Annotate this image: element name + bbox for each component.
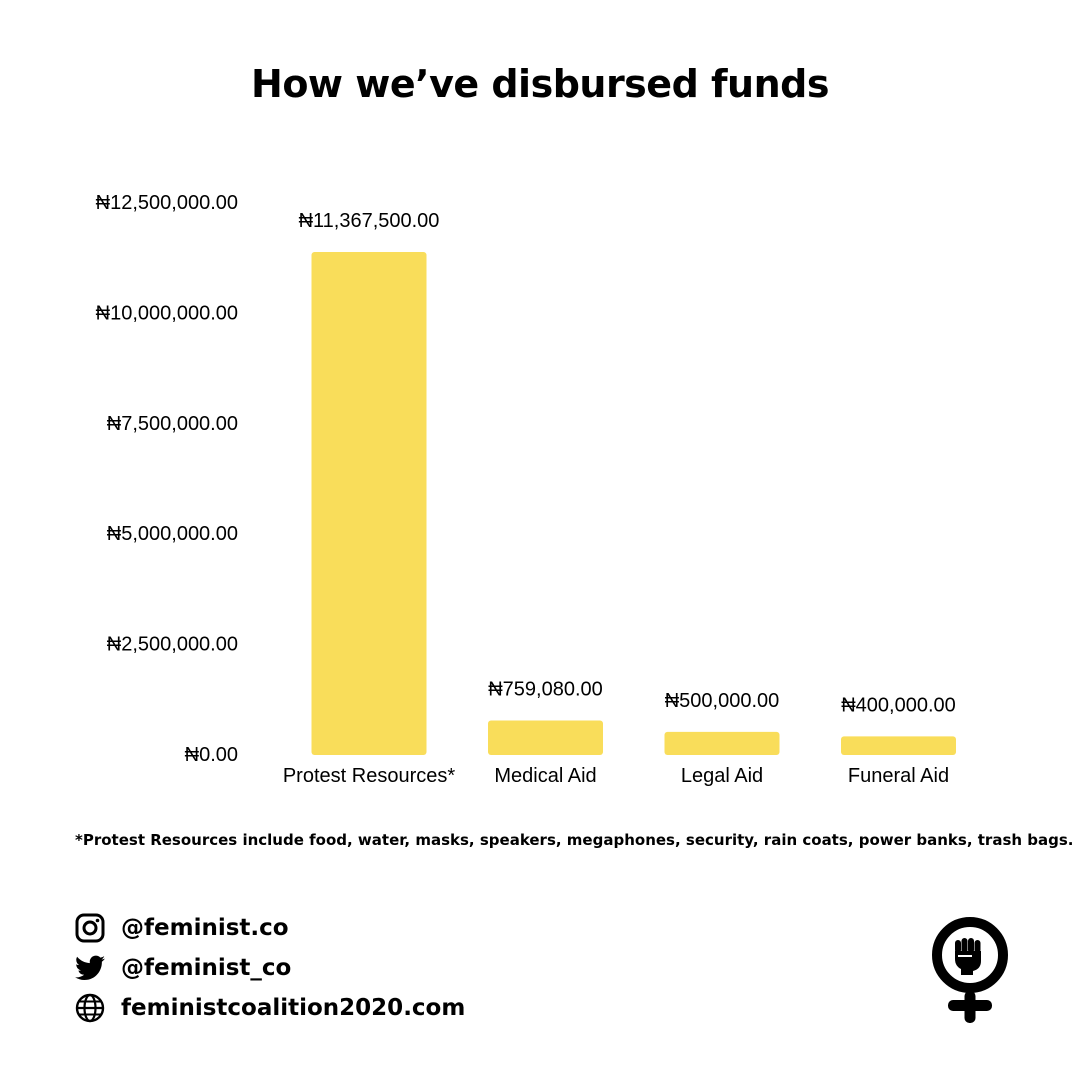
y-tick-label: ₦0.00 [184,744,238,766]
website-url: feministcoalition2020.com [121,995,466,1021]
bar-data-label: ₦759,080.00 [488,678,603,701]
twitter-link[interactable] [75,948,465,988]
x-category-label: Medical Aid [494,765,597,787]
instagram-link[interactable] [75,908,465,948]
bar [488,720,603,755]
bar [665,732,780,755]
bar [312,252,427,755]
y-tick-label: ₦7,500,000.00 [106,412,238,435]
x-category-label: Legal Aid [680,765,764,787]
y-tick-label: ₦10,000,000.00 [95,302,238,325]
instagram-icon [75,913,105,943]
website-link[interactable] [75,988,465,1028]
x-category-label: Funeral Aid [847,765,950,787]
twitter-handle: @feminist_co [121,955,292,981]
bar [841,736,956,755]
bar-data-label: ₦500,000.00 [664,689,780,712]
y-tick-label: ₦5,000,000.00 [106,523,238,546]
feminist-fist-logo [928,915,1012,1027]
chart-title: How we’ve disbursed funds [251,62,829,106]
y-tick-label: ₦12,500,000.00 [95,192,238,214]
bar-data-label: ₦400,000.00 [841,694,956,717]
y-tick-label: ₦2,500,000.00 [106,633,238,656]
bar-data-label: ₦11,367,500.00 [298,210,440,233]
twitter-icon [75,953,105,983]
footnote: *Protest Resources include food, water, masks, speakers, megaphones, security, rain coats, power banks, trash bags. [75,831,1074,849]
social-links [75,908,465,1028]
instagram-handle: @feminist.co [121,915,289,941]
globe-icon [75,993,105,1023]
x-category-label: Protest Resources* [282,765,456,787]
